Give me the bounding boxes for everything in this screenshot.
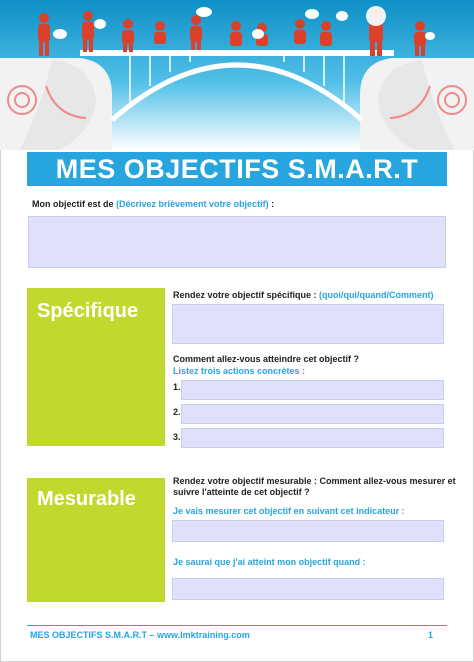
header-illustration (0, 0, 474, 150)
mesurable-block (27, 478, 165, 602)
action-field-2[interactable] (181, 404, 444, 424)
action-number-3: 3. (173, 432, 181, 442)
action-number-1: 1. (173, 382, 181, 392)
mesurable-question-1-line-1: Rendez votre objectif mesurable : Comment allez-vous mesurer et (173, 476, 456, 486)
right-head-shape (360, 58, 474, 150)
objective-field[interactable] (28, 216, 446, 268)
footer-divider (27, 625, 447, 626)
footer-text: MES OBJECTIFS S.M.A.R.T – www.lmktraining.com (30, 630, 250, 640)
objective-label (32, 199, 274, 210)
page-title: MES OBJECTIFS S.M.A.R.T (27, 152, 447, 186)
objective-hint: (Décrivez brièvement votre objectif) (116, 199, 269, 209)
mesurable-question-2: Je vais mesurer cet objectif en suivant cet indicateur : (173, 506, 405, 516)
objective-suffix: : (268, 199, 275, 209)
mesurable-question-3: Je saurai que j'ai atteint mon objectif quand : (173, 557, 366, 567)
action-field-3[interactable] (181, 428, 444, 448)
specifique-question-1 (173, 290, 434, 301)
page-number: 1 (428, 630, 434, 640)
action-field-1[interactable] (181, 380, 444, 400)
mesurable-question-1-line-2: suivre l'atteinte de cet objectif ? (173, 487, 310, 497)
objective-label-text: Mon objectif est de (32, 199, 117, 209)
specifique-q1-label: Rendez votre objectif spécifique : (173, 290, 320, 300)
specifique-q1-hint: (quoi/qui/quand/Comment) (319, 290, 434, 300)
left-head-shape (0, 58, 112, 150)
mesurable-title: Mesurable (37, 488, 136, 510)
specifique-field[interactable] (172, 304, 444, 344)
specifique-question-2: Comment allez-vous atteindre cet objectif ? (173, 354, 360, 364)
specifique-question-2-hint: Listez trois actions concrètes : (173, 366, 306, 376)
mesurable-achievement-field[interactable] (172, 578, 444, 600)
action-number-2: 2. (173, 407, 181, 417)
specifique-title: Spécifique (37, 300, 139, 322)
specifique-block (27, 288, 165, 446)
mesurable-indicator-field[interactable] (172, 520, 444, 542)
